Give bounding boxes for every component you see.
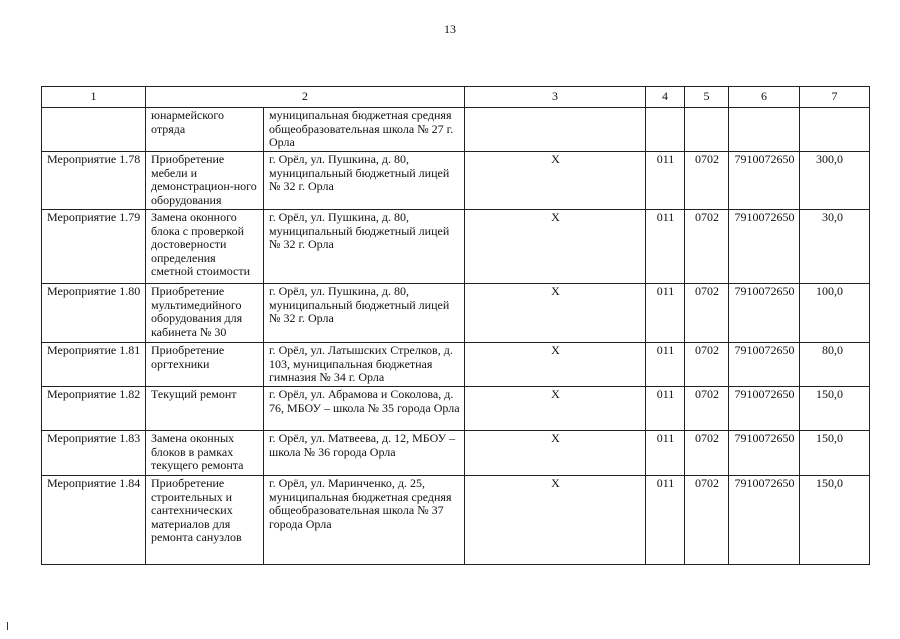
event-id-cell: Мероприятие 1.80 [42, 284, 146, 343]
header-cell-1: 1 [42, 87, 146, 108]
col4-cell: 011 [646, 387, 685, 431]
margin-mark [7, 622, 8, 630]
col3-cell: Х [465, 284, 646, 343]
col3-cell [465, 108, 646, 152]
amount-cell [800, 108, 870, 152]
table-row [42, 387, 870, 431]
event-name-cell: Приобретение строительных и сантехнических материалов для ремонта санузлов [146, 476, 264, 565]
col3-cell: Х [465, 476, 646, 565]
header-cell-3: 3 [465, 87, 646, 108]
event-id-cell: Мероприятие 1.82 [42, 387, 146, 431]
event-name-cell: Приобретение мебели и демонстрацион-ного оборудования [146, 152, 264, 210]
amount-cell: 150,0 [800, 431, 870, 476]
event-id-cell: Мероприятие 1.84 [42, 476, 146, 565]
executor-cell: г. Орёл, ул. Пушкина, д. 80, муниципальный бюджетный лицей № 32 г. Орла [264, 210, 465, 284]
col6-cell: 7910072650 [729, 284, 800, 343]
header-cell-7: 7 [800, 87, 870, 108]
col6-cell [729, 108, 800, 152]
table-row [42, 108, 870, 152]
col4-cell: 011 [646, 152, 685, 210]
page-number: 13 [444, 22, 456, 36]
event-name-cell: Замена оконных блоков в рамках текущего ремонта [146, 431, 264, 476]
col5-cell [685, 108, 729, 152]
amount-cell: 100,0 [800, 284, 870, 343]
col4-cell: 011 [646, 476, 685, 565]
table-row [42, 431, 870, 476]
executor-cell: г. Орёл, ул. Латышских Стрелков, д. 103, муниципальная бюджетная гимназия № 34 г. Орла [264, 343, 465, 387]
budget-table [41, 86, 870, 565]
event-id-cell: Мероприятие 1.83 [42, 431, 146, 476]
col6-cell: 7910072650 [729, 431, 800, 476]
col3-cell: Х [465, 431, 646, 476]
col5-cell: 0702 [685, 343, 729, 387]
table-row [42, 210, 870, 284]
event-id-cell [42, 108, 146, 152]
header-cell-5: 5 [685, 87, 729, 108]
table-row [42, 152, 870, 210]
col3-cell: Х [465, 210, 646, 284]
col6-cell: 7910072650 [729, 210, 800, 284]
amount-cell: 80,0 [800, 343, 870, 387]
col6-cell: 7910072650 [729, 152, 800, 210]
table-row [42, 284, 870, 343]
executor-cell: г. Орёл, ул. Абрамова и Соколова, д. 76, МБОУ – школа № 35 города Орла [264, 387, 465, 431]
col6-cell: 7910072650 [729, 476, 800, 565]
event-name-cell: Приобретение оргтехники [146, 343, 264, 387]
amount-cell: 30,0 [800, 210, 870, 284]
col6-cell: 7910072650 [729, 343, 800, 387]
executor-cell: г. Орёл, ул. Пушкина, д. 80, муниципальный бюджетный лицей № 32 г. Орла [264, 284, 465, 343]
col4-cell: 011 [646, 431, 685, 476]
event-name-cell: Приобретение мультимедийного оборудования для кабинета № 30 [146, 284, 264, 343]
event-name-cell: Текущий ремонт [146, 387, 264, 431]
event-name-cell: Замена оконного блока с проверкой достоверности определения сметной стоимости [146, 210, 264, 284]
executor-cell: г. Орёл, ул. Матвеева, д. 12, МБОУ – школа № 36 города Орла [264, 431, 465, 476]
header-row [42, 87, 870, 108]
col5-cell: 0702 [685, 284, 729, 343]
col4-cell: 011 [646, 343, 685, 387]
col5-cell: 0702 [685, 431, 729, 476]
amount-cell: 150,0 [800, 387, 870, 431]
table-row [42, 343, 870, 387]
col5-cell: 0702 [685, 152, 729, 210]
amount-cell: 300,0 [800, 152, 870, 210]
event-id-cell: Мероприятие 1.79 [42, 210, 146, 284]
col3-cell: Х [465, 343, 646, 387]
executor-cell: г. Орёл, ул. Маринченко, д. 25, муниципальная бюджетная средняя общеобразовательная школа № 37 города Орла [264, 476, 465, 565]
col5-cell: 0702 [685, 476, 729, 565]
col3-cell: Х [465, 387, 646, 431]
event-id-cell: Мероприятие 1.81 [42, 343, 146, 387]
event-name-cell: юнармейского отряда [146, 108, 264, 152]
amount-cell: 150,0 [800, 476, 870, 565]
event-id-cell: Мероприятие 1.78 [42, 152, 146, 210]
header-cell-6: 6 [729, 87, 800, 108]
table-row [42, 476, 870, 565]
col6-cell: 7910072650 [729, 387, 800, 431]
executor-cell: муниципальная бюджетная средняя общеобразовательная школа № 27 г. Орла [264, 108, 465, 152]
col5-cell: 0702 [685, 387, 729, 431]
header-cell-2: 2 [146, 87, 465, 108]
header-cell-4: 4 [646, 87, 685, 108]
col4-cell: 011 [646, 210, 685, 284]
col4-cell [646, 108, 685, 152]
col3-cell: Х [465, 152, 646, 210]
col4-cell: 011 [646, 284, 685, 343]
executor-cell: г. Орёл, ул. Пушкина, д. 80, муниципальный бюджетный лицей № 32 г. Орла [264, 152, 465, 210]
col5-cell: 0702 [685, 210, 729, 284]
